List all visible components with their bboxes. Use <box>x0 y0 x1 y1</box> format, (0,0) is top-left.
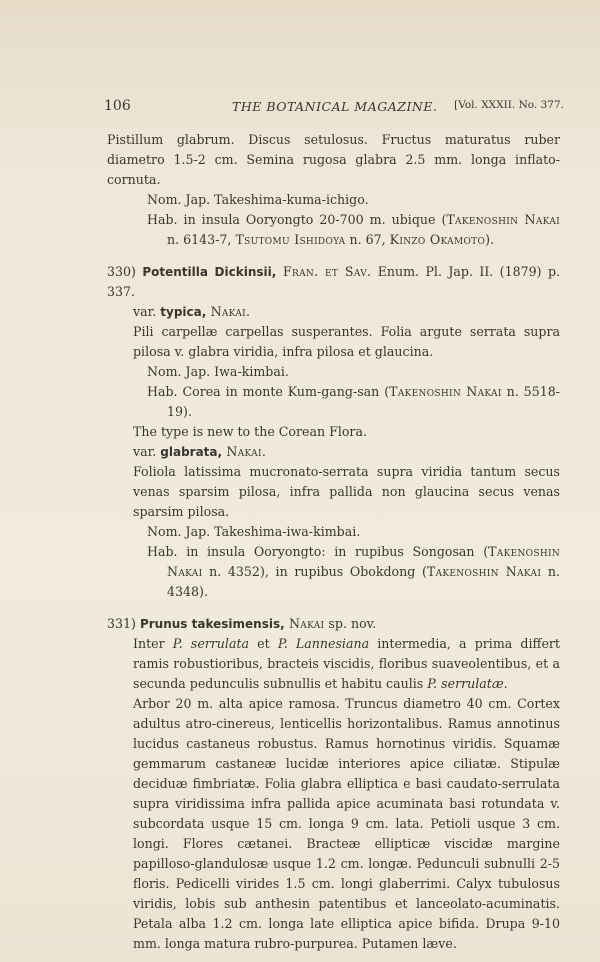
paragraph: Pili carpellæ carpellas susperantes. Folia argute serrata supra pilosa v. glabra viridia, infra pilosa et glaucina. <box>133 324 560 359</box>
volume-info: [Vol. XXXII. No. 377. <box>454 99 564 111</box>
species-heading-330: 330) Potentilla Dickinsii, Fran. et Sav. Enum. Pl. Jap. II. (1879) p. 337. <box>107 264 561 299</box>
page-header <box>104 98 564 116</box>
nom-jap: Nom. Jap. Iwa-kimbai. <box>147 364 289 379</box>
paragraph: The type is new to the Corean Flora. <box>133 424 367 439</box>
species-heading-331: 331) Prunus takesimensis, Nakai sp. nov. <box>107 616 377 631</box>
nom-jap: Nom. Jap. Takeshima-iwa-kimbai. <box>147 524 361 539</box>
paragraph: Foliola latissima mucronato-serrata supra viridia tantum secus venas sparsim pilosa, infra pallida non glaucina secus venas sparsim pilosa. <box>133 464 560 519</box>
variety-typica: var. typica, Nakai. <box>133 304 251 319</box>
paragraph: Pistillum glabrum. Discus setulosus. Fructus maturatus ruber diametro 1.5-2 cm. Semina rugosa glabra 2.5 mm. longa inflato-cornuta. <box>107 132 560 187</box>
journal-title: THE BOTANICAL MAGAZINE. <box>232 99 438 114</box>
paragraph: Arbor 20 m. alta apice ramosa. Truncus diametro 40 cm. Cortex adultus atro-cinereus, lenticellis horizontalibus. Ramus annotinus lucidus castaneus robustus. Ramus hornotinus viridis. Squamæ gemmarum castaneæ lucidæ interiores apice ciliatæ. Stipulæ deciduæ fimbriatæ. Folia glabra elliptica e basi caudato-serrulata supra viridissima infra pallida apice acuminata basi rotundata v. subcordata usque 15 cm. longa 9 cm. lata. Petioli usque 3 cm. longi. Flores cætanei. Bracteæ ellipticæ viscidæ margine papilloso-glandulosæ usque 1.2 cm. longæ. Pedunculi subnulli 2-5 floris. Pedicelli virides 1.5 cm. longi glaberrimi. Calyx tubulosus viridis, lobis sub anthesin patentibus et lanceolato-acuminatis. Petala alba 1.2 cm. longa late elliptica apice bifida. Drupa 9-10 mm. longa matura rubro-purpurea. Putamen læve. <box>133 696 560 951</box>
variety-glabrata: var. glabrata, Nakai. <box>133 444 267 459</box>
habitat: Hab. Corea in monte Kum-gang-san (Takenoshin Nakai n. 5518-19). <box>147 384 560 419</box>
paragraph: Inter P. serrulata et P. Lannesiana intermedia, a prima differt ramis robustioribus, bracteis viscidis, floribus suaveolentibus, et a secunda pedunculis subnullis et habitu caulis P. serrulatæ. <box>133 636 560 691</box>
page-number: 106 <box>104 98 131 114</box>
habitat: Hab. in insula Ooryongto 20-700 m. ubique (Takenoshin Nakai n. 6143-7, Tsutomu Ishidoya n. 67, Kinzo Okamoto). <box>147 212 560 247</box>
body-text <box>107 130 560 954</box>
habitat: Hab. in insula Ooryongto: in rupibus Songosan (Takenoshin Nakai n. 4352), in rupibus Obokdong (Takenoshin Nakai n. 4348). <box>147 544 560 599</box>
nom-jap: Nom. Jap. Takeshima-kuma-ichigo. <box>147 192 369 207</box>
